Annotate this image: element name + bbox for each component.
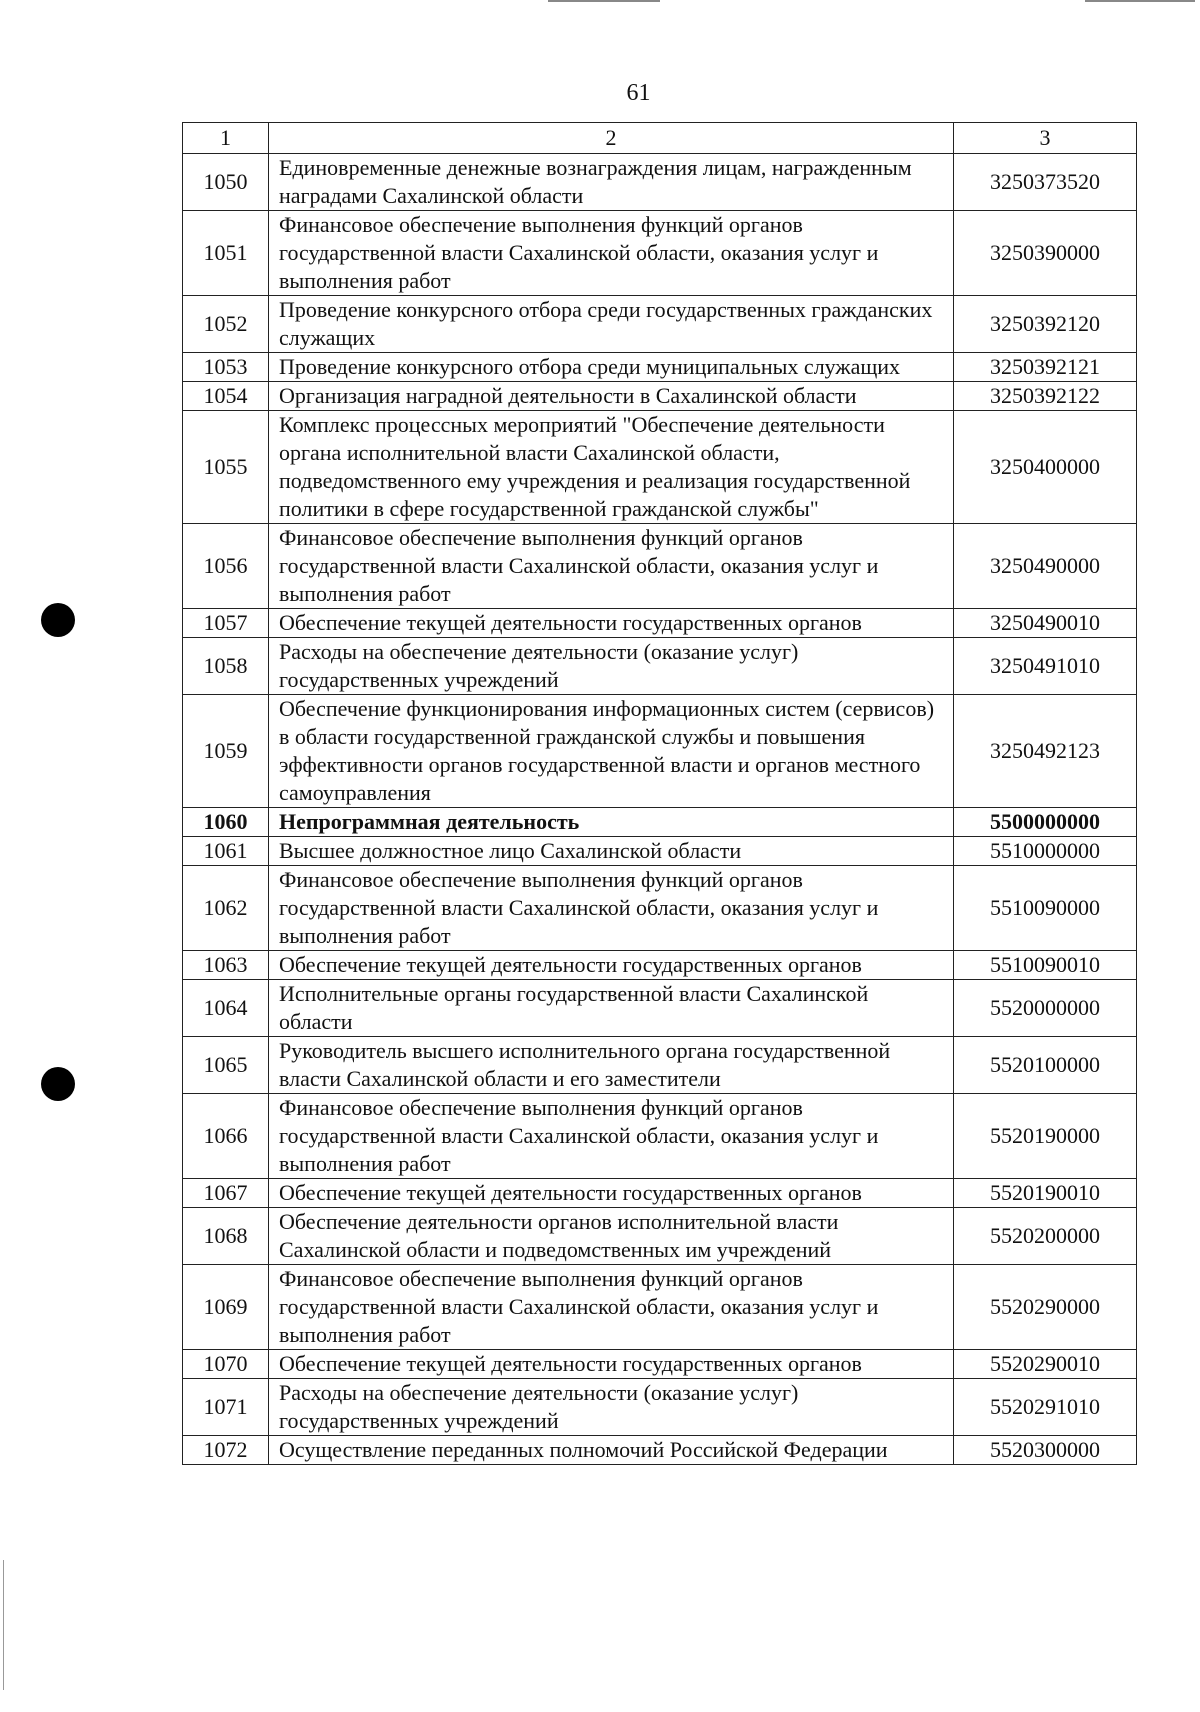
row-name-cell: Непрограммная деятельность	[269, 808, 954, 837]
row-number-cell: 1065	[183, 1037, 269, 1094]
row-number-cell: 1052	[183, 296, 269, 353]
table-row	[183, 1179, 1137, 1208]
row-name-cell: Исполнительные органы государственной власти Сахалинской области	[269, 980, 954, 1037]
table-row	[183, 866, 1137, 951]
table-row	[183, 609, 1137, 638]
table-row	[183, 1379, 1137, 1436]
row-code-cell: 5510000000	[954, 837, 1137, 866]
row-code-cell: 5510090010	[954, 951, 1137, 980]
table-row	[183, 382, 1137, 411]
table-row	[183, 524, 1137, 609]
table-row	[183, 296, 1137, 353]
row-number-cell: 1053	[183, 353, 269, 382]
table-row	[183, 837, 1137, 866]
row-code-cell: 5520200000	[954, 1208, 1137, 1265]
row-code-cell: 5500000000	[954, 808, 1137, 837]
column-header-number: 1	[183, 123, 269, 154]
row-name-cell: Организация наградной деятельности в Сахалинской области	[269, 382, 954, 411]
row-number-cell: 1055	[183, 411, 269, 524]
row-number-cell: 1059	[183, 695, 269, 808]
table-row	[183, 980, 1137, 1037]
row-number-cell: 1070	[183, 1350, 269, 1379]
page-number: 61	[626, 80, 651, 106]
table-row	[183, 1436, 1137, 1465]
row-name-cell: Высшее должностное лицо Сахалинской области	[269, 837, 954, 866]
scan-artifact-left-edge	[3, 1560, 4, 1690]
row-name-cell: Обеспечение текущей деятельности государственных органов	[269, 951, 954, 980]
row-name-cell: Проведение конкурсного отбора среди муниципальных служащих	[269, 353, 954, 382]
row-code-cell: 3250490000	[954, 524, 1137, 609]
column-header-code: 3	[954, 123, 1137, 154]
row-number-cell: 1061	[183, 837, 269, 866]
row-name-cell: Обеспечение текущей деятельности государственных органов	[269, 1350, 954, 1379]
row-number-cell: 1064	[183, 980, 269, 1037]
row-number-cell: 1051	[183, 211, 269, 296]
row-code-cell: 5520000000	[954, 980, 1137, 1037]
row-number-cell: 1071	[183, 1379, 269, 1436]
row-code-cell: 5510090000	[954, 866, 1137, 951]
table-body	[183, 154, 1137, 1465]
row-code-cell: 3250392121	[954, 353, 1137, 382]
row-number-cell: 1068	[183, 1208, 269, 1265]
table-row	[183, 1037, 1137, 1094]
table-row	[183, 695, 1137, 808]
row-number-cell: 1054	[183, 382, 269, 411]
row-name-cell: Обеспечение деятельности органов исполнительной власти Сахалинской области и подведомственных им учреждений	[269, 1208, 954, 1265]
row-name-cell: Обеспечение текущей деятельности государственных органов	[269, 609, 954, 638]
table-row	[183, 1094, 1137, 1179]
punch-hole	[41, 1067, 75, 1101]
row-name-cell: Осуществление переданных полномочий Российской Федерации	[269, 1436, 954, 1465]
row-code-cell: 3250373520	[954, 154, 1137, 211]
table-header-row	[183, 123, 1137, 154]
row-name-cell: Обеспечение функционирования информационных систем (сервисов) в области государственной гражданской службы и повышения эффективности органов государственной власти и органов местного самоуправления	[269, 695, 954, 808]
row-name-cell: Расходы на обеспечение деятельности (оказание услуг) государственных учреждений	[269, 638, 954, 695]
row-number-cell: 1058	[183, 638, 269, 695]
row-code-cell: 3250491010	[954, 638, 1137, 695]
table-row	[183, 638, 1137, 695]
row-code-cell: 3250392120	[954, 296, 1137, 353]
budget-classification-table	[182, 122, 1137, 1465]
table-row	[183, 154, 1137, 211]
column-header-name: 2	[269, 123, 954, 154]
row-code-cell: 5520300000	[954, 1436, 1137, 1465]
row-name-cell: Финансовое обеспечение выполнения функций органов государственной власти Сахалинской области, оказания услуг и выполнения работ	[269, 211, 954, 296]
row-code-cell: 3250492123	[954, 695, 1137, 808]
row-code-cell: 3250490010	[954, 609, 1137, 638]
scan-artifact-top-left	[548, 0, 660, 2]
row-name-cell: Комплекс процессных мероприятий "Обеспечение деятельности органа исполнительной власти Сахалинской области, подведомственного ему учреждения и реализация государственной политики в сфере государственной гражданской службы"	[269, 411, 954, 524]
scan-artifact-top-right	[1085, 0, 1195, 2]
table-row	[183, 211, 1137, 296]
row-code-cell: 3250392122	[954, 382, 1137, 411]
row-code-cell: 5520190000	[954, 1094, 1137, 1179]
row-number-cell: 1057	[183, 609, 269, 638]
row-name-cell: Единовременные денежные вознаграждения лицам, награжденным наградами Сахалинской области	[269, 154, 954, 211]
table-row	[183, 353, 1137, 382]
row-name-cell: Расходы на обеспечение деятельности (оказание услуг) государственных учреждений	[269, 1379, 954, 1436]
row-number-cell: 1060	[183, 808, 269, 837]
row-number-cell: 1050	[183, 154, 269, 211]
row-number-cell: 1066	[183, 1094, 269, 1179]
table-row	[183, 411, 1137, 524]
row-code-cell: 5520100000	[954, 1037, 1137, 1094]
row-name-cell: Руководитель высшего исполнительного органа государственной власти Сахалинской области и его заместители	[269, 1037, 954, 1094]
row-code-cell: 5520290000	[954, 1265, 1137, 1350]
row-number-cell: 1072	[183, 1436, 269, 1465]
row-number-cell: 1062	[183, 866, 269, 951]
table-row	[183, 1350, 1137, 1379]
table-row	[183, 951, 1137, 980]
row-name-cell: Финансовое обеспечение выполнения функций органов государственной власти Сахалинской области, оказания услуг и выполнения работ	[269, 1265, 954, 1350]
row-name-cell: Финансовое обеспечение выполнения функций органов государственной власти Сахалинской области, оказания услуг и выполнения работ	[269, 524, 954, 609]
row-name-cell: Обеспечение текущей деятельности государственных органов	[269, 1179, 954, 1208]
row-name-cell: Финансовое обеспечение выполнения функций органов государственной власти Сахалинской области, оказания услуг и выполнения работ	[269, 1094, 954, 1179]
row-code-cell: 5520290010	[954, 1350, 1137, 1379]
row-code-cell: 3250400000	[954, 411, 1137, 524]
table-row	[183, 808, 1137, 837]
row-code-cell: 5520291010	[954, 1379, 1137, 1436]
row-name-cell: Финансовое обеспечение выполнения функций органов государственной власти Сахалинской области, оказания услуг и выполнения работ	[269, 866, 954, 951]
row-code-cell: 5520190010	[954, 1179, 1137, 1208]
table-row	[183, 1265, 1137, 1350]
row-number-cell: 1056	[183, 524, 269, 609]
row-code-cell: 3250390000	[954, 211, 1137, 296]
punch-hole	[41, 603, 75, 637]
row-number-cell: 1063	[183, 951, 269, 980]
row-name-cell: Проведение конкурсного отбора среди государственных гражданских служащих	[269, 296, 954, 353]
table-row	[183, 1208, 1137, 1265]
row-number-cell: 1069	[183, 1265, 269, 1350]
row-number-cell: 1067	[183, 1179, 269, 1208]
